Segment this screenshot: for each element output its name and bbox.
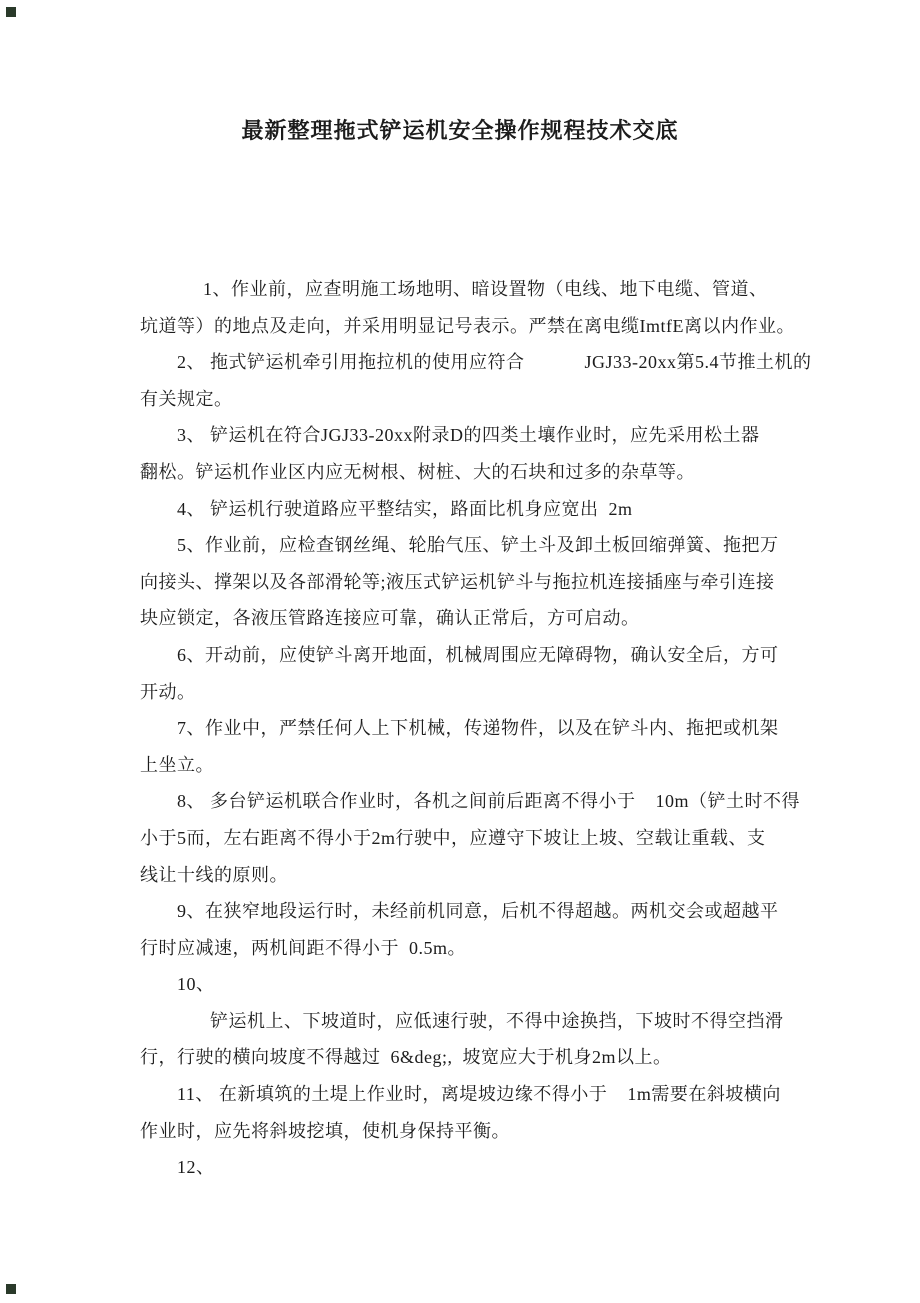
paragraph bbox=[140, 710, 790, 783]
text-line: 12、 bbox=[177, 1157, 215, 1178]
document-body bbox=[140, 271, 812, 1186]
text-line: 行，行驶的横向坡度不得越过 6&deg;, 坡宽应大于机身2m以上。 bbox=[140, 1047, 672, 1068]
paragraph bbox=[140, 417, 790, 490]
paragraph bbox=[140, 344, 812, 417]
text-line: 7、作业中，严禁任何人上下机械，传递物件，以及在铲斗内、拖把或机架 bbox=[177, 718, 779, 739]
text-line: 3、 铲运机在符合JGJ33-20xx附录D的四类土壤作业时，应先采用松土器 bbox=[177, 425, 760, 446]
text-line: 8、 多台铲运机联合作业时，各机之间前后距离不得小于 10m（铲土时不得 bbox=[177, 791, 800, 812]
paragraph bbox=[140, 783, 800, 893]
text-line: 5、作业前，应检查钢丝绳、轮胎气压、铲土斗及卸土板回缩弹簧、拖把万 bbox=[177, 535, 779, 556]
text-line: 4、 铲运机行驶道路应平整结实，路面比机身应宽出 2m bbox=[177, 498, 633, 519]
text-line: 6、开动前，应使铲斗离开地面，机械周围应无障碍物，确认安全后，方可 bbox=[177, 644, 779, 665]
paragraph bbox=[140, 966, 790, 1076]
text-line: 坑道等）的地点及走向，并采用明显记号表示。严禁在离电缆ImtfE离以内作业。 bbox=[140, 315, 795, 336]
text-line: 开动。 bbox=[140, 681, 196, 702]
corner-mark-bottom-left bbox=[6, 1284, 16, 1294]
text-line: 上坐立。 bbox=[140, 754, 214, 775]
text-line: 铲运机上、下坡道时，应低速行驶，不得中途换挡，下坡时不得空挡滑 bbox=[210, 1010, 784, 1031]
paragraph bbox=[140, 893, 790, 966]
paragraph bbox=[140, 527, 790, 637]
text-line: 行时应减速，两机间距不得小于 0.5m。 bbox=[140, 937, 466, 958]
text-line: 9、在狭窄地段运行时，未经前机同意，后机不得超越。两机交会或超越平 bbox=[177, 901, 779, 922]
text-line: 11、 在新填筑的土堤上作业时，离堤坡边缘不得小于 1m需要在斜坡横向 bbox=[177, 1084, 781, 1105]
paragraph bbox=[140, 1076, 790, 1149]
text-line: 线让十线的原则。 bbox=[140, 864, 288, 885]
paragraph bbox=[140, 491, 790, 528]
paragraph bbox=[140, 637, 790, 710]
text-line: 块应锁定，各液压管路连接应可靠，确认正常后，方可启动。 bbox=[140, 608, 640, 629]
text-line: 翻松。铲运机作业区内应无树根、树桩、大的石块和过多的杂草等。 bbox=[140, 461, 695, 482]
text-line: 向接头、撑架以及各部滑轮等;液压式铲运机铲斗与拖拉机连接插座与牵引连接 bbox=[140, 571, 775, 592]
corner-mark-top-left bbox=[6, 7, 16, 17]
text-line: 小于5而，左右距离不得小于2m行驶中，应遵守下坡让上坡、空载让重载、支 bbox=[140, 827, 766, 848]
text-line: 1、作业前，应查明施工场地明、暗设置物（电线、地下电缆、管道、 bbox=[203, 279, 768, 299]
text-line: 10、 bbox=[177, 974, 215, 995]
text-line: 作业时，应先将斜坡挖填，使机身保持平衡。 bbox=[140, 1120, 510, 1141]
paragraph bbox=[140, 1149, 790, 1186]
document-title: 最新整理拖式铲运机安全操作规程技术交底 bbox=[241, 118, 679, 143]
text-line: 2、 拖式铲运机牵引用拖拉机的使用应符合 JGJ33-20xx第5.4节推土机的 bbox=[177, 352, 812, 373]
text-line: 有关规定。 bbox=[140, 388, 233, 409]
paragraph bbox=[140, 271, 795, 344]
